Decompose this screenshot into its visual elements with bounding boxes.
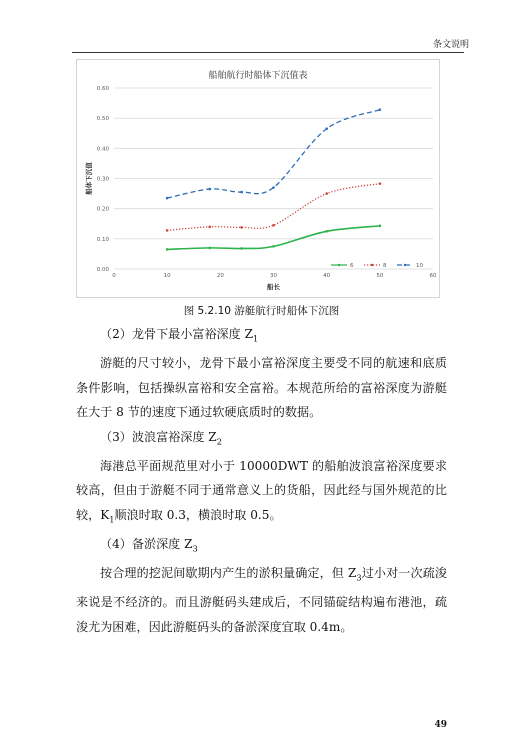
chart-container — [76, 59, 440, 298]
data-point — [166, 229, 169, 232]
legend-label: 6 — [350, 263, 354, 269]
legend-marker — [338, 264, 340, 266]
y-tick-label: 0.60 — [96, 86, 109, 92]
x-tick-label: 0 — [112, 273, 116, 279]
x-tick-label: 10 — [163, 273, 171, 279]
header-rule — [72, 52, 464, 53]
data-point — [240, 247, 243, 250]
chart-title: 船舶航行时船体下沉值表 — [208, 71, 308, 81]
data-point — [379, 225, 382, 228]
y-tick-label: 0.20 — [96, 206, 109, 213]
data-point — [325, 192, 328, 195]
data-point — [325, 127, 328, 130]
y-tick-label: 0.00 — [96, 267, 109, 273]
data-point — [166, 248, 169, 251]
paragraph-z1: 游艇的尺寸较小，龙骨下最小富裕深度主要受不同的航速和底质条件影响，包括操纵富裕和安全富裕。本规范所给的富裕深度为游艇在大于 8 节的速度下通过软硬底质时的数据。 — [76, 356, 447, 420]
legend — [331, 263, 423, 269]
x-tick-label: 60 — [429, 273, 437, 279]
series-lines — [166, 108, 381, 250]
grid-lines — [114, 88, 433, 269]
data-point — [272, 186, 275, 189]
legend-label: 10 — [416, 263, 423, 269]
data-point — [166, 197, 169, 200]
y-tick-labels — [97, 86, 110, 273]
data-point — [208, 247, 211, 250]
section-heading-z3: （4）备淤深度 $Z_3$ — [100, 536, 198, 554]
data-point — [272, 245, 275, 248]
data-point — [208, 188, 211, 191]
data-point — [240, 191, 243, 194]
data-point — [240, 226, 243, 229]
legend-marker — [404, 264, 406, 266]
sinkage-line-chart — [77, 60, 439, 297]
data-point — [272, 224, 275, 227]
page-number: 49 — [434, 720, 447, 730]
y-tick-label: 0.30 — [96, 176, 109, 183]
paragraph-z2: 海港总平面规范里对小于 10000DWT 的船舶波浪富裕深度要求较高，但由于游艇不同于通常意义上的货船，因此经与国外规范的比较，$K_1$顺浪时取 0.3，横浪时取 0.5。 — [76, 458, 447, 525]
y-tick-label: 0.40 — [96, 146, 109, 153]
figure-caption: 图 5.2.10 游艇航行时船体下沉图 — [183, 305, 340, 317]
x-tick-label: 20 — [216, 273, 224, 279]
data-point — [379, 182, 382, 185]
data-point — [208, 225, 211, 228]
x-tick-label: 40 — [323, 273, 331, 279]
x-tick-label: 30 — [270, 273, 277, 279]
y-tick-label: 0.10 — [96, 236, 109, 243]
x-tick-labels — [112, 273, 437, 279]
body-text — [76, 322, 447, 639]
x-tick-label: 50 — [376, 273, 384, 279]
page-header-label: 条文说明 — [432, 40, 469, 50]
legend-label: 8 — [383, 263, 387, 269]
y-axis-label: 船体下沉值 — [85, 162, 93, 195]
section-heading-z2: （3）波浪富裕深度 $Z_2$ — [100, 429, 222, 447]
section-heading-z1: （2）龙骨下最小富裕深度 $Z_1$ — [100, 327, 259, 344]
data-point — [379, 108, 382, 111]
series-line-10 — [167, 110, 380, 198]
y-tick-label: 0.50 — [96, 116, 109, 123]
data-point — [325, 230, 328, 233]
legend-marker — [371, 264, 373, 266]
paragraph-z3: 按合理的挖泥间歇期内产生的淤积量确定，但 $Z_3$过小对一次疏浚来说是不经济的。而且游艇码头建成后，不同锚碇结构遍布港池，疏浚尤为困难，因此游艇码头的备淤深度宜取 0.4m。 — [76, 565, 447, 634]
x-axis-label: 船长 — [267, 283, 280, 291]
